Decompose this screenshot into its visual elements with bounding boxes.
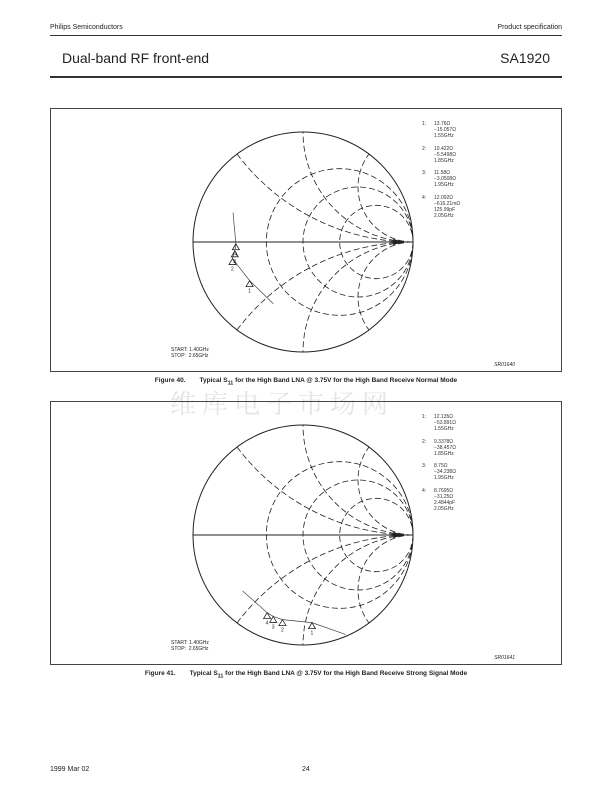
marker-triangle-2: [279, 620, 286, 626]
marker-value: 8.7695Ω: [434, 487, 454, 494]
smith-chart: [51, 402, 563, 666]
part-number: SA1920: [500, 50, 550, 66]
marker-value: −5.5498Ω: [434, 151, 456, 158]
marker-number-2: 2: [280, 627, 284, 634]
caption-text: Typical S: [199, 377, 228, 384]
marker-value: −38.457Ω: [434, 444, 456, 451]
figure-code: SR01640: [494, 362, 515, 368]
caption-text: for the High Band LNA @ 3.75V for the High Band Receive Normal Mode: [233, 377, 458, 384]
marker-value: 10.422Ω: [434, 145, 454, 152]
sweep-range: [171, 640, 209, 652]
smith-chart-figure-40: [50, 108, 562, 372]
marker-index: 3:: [422, 170, 427, 176]
marker-value: −15.057Ω: [434, 127, 456, 133]
reactance-arc: [358, 447, 413, 535]
document-title: Dual-band RF front-end: [62, 50, 210, 66]
marker-index: 4:: [422, 487, 427, 494]
reactance-arc: [358, 154, 413, 242]
marker-value: −53.891Ω: [434, 420, 456, 426]
document-type: Product specification: [497, 24, 562, 31]
marker-value: 9.3378Ω: [434, 438, 454, 445]
marker-index: 4:: [422, 194, 427, 201]
marker-value: −3.0508Ω: [434, 176, 456, 182]
marker-value: 12.135Ω: [434, 414, 454, 420]
sweep-start: START: 1.40GHz: [171, 640, 209, 646]
marker-value: 12.092Ω: [434, 194, 454, 201]
figure-41-caption: [0, 670, 612, 679]
s11-trace: [243, 591, 346, 634]
marker-value: 11.58Ω: [434, 170, 450, 176]
watermark: 维库电子市场网: [170, 390, 395, 420]
reactance-arc: [358, 242, 413, 330]
marker-triangle-1: [246, 281, 253, 287]
marker-index: 3:: [422, 463, 427, 469]
marker-value: 1.55GHz: [434, 426, 454, 432]
marker-number-4: 4: [234, 251, 238, 258]
caption-sub: 11: [227, 380, 234, 387]
marker-number-3: 3: [271, 624, 275, 631]
company-name: Philips Semiconductors: [50, 24, 123, 31]
marker-number-3: 3: [233, 258, 237, 265]
smith-chart-figure-41: [50, 401, 562, 665]
figure-label: Figure 41.: [144, 670, 176, 677]
page-number: 24: [302, 766, 310, 773]
marker-index: 2:: [422, 145, 427, 152]
sweep-stop: STOP: 2.65GHz: [171, 646, 209, 652]
marker-number-1: 1: [310, 630, 314, 637]
marker-value: −31.25Ω: [434, 493, 454, 500]
marker-value: 1.85GHz: [434, 450, 454, 457]
marker-value: 8.75Ω: [434, 463, 448, 469]
sweep-range: [171, 347, 209, 359]
marker-number-4: 4: [265, 620, 269, 627]
marker-index: 1:: [422, 414, 427, 420]
caption-sub: 11: [217, 673, 224, 680]
reactance-arc: [358, 535, 413, 623]
sweep-stop: STOP: 2.65GHz: [171, 353, 209, 359]
marker-value: 2.05GHz: [434, 212, 454, 219]
marker-value: 2.05GHz: [434, 505, 454, 512]
caption-text: for the High Band LNA @ 3.75V for the High Band Receive Strong Signal Mode: [223, 670, 468, 677]
marker-index: 2:: [422, 438, 427, 445]
header-rule: [50, 35, 562, 36]
sweep-start: START: 1.40GHz: [171, 347, 209, 353]
marker-value: 1.95GHz: [434, 182, 454, 188]
footer-date: 1999 Mar 02: [50, 766, 90, 773]
marker-value: 1.55GHz: [434, 133, 454, 139]
figure-label: Figure 40.: [154, 377, 186, 384]
caption-text: Typical S: [189, 670, 218, 677]
marker-index: 1:: [422, 121, 427, 127]
marker-value: 1.95GHz: [434, 475, 454, 481]
smith-chart: [51, 109, 563, 373]
figure-code: SR01641: [494, 655, 515, 661]
marker-value: −616.21mΩ: [434, 200, 461, 207]
s11-trace: [232, 213, 273, 304]
marker-value: 2.4844pF: [434, 499, 456, 506]
marker-number-2: 2: [230, 266, 234, 273]
marker-value: 1.85GHz: [434, 157, 454, 164]
marker-value: −34.238Ω: [434, 469, 456, 475]
marker-triangle-4: [264, 613, 271, 619]
title-rule: [50, 76, 562, 78]
marker-value: 125.99pF: [434, 206, 456, 213]
marker-number-1: 1: [248, 288, 251, 295]
marker-value: 13.76Ω: [434, 121, 451, 127]
